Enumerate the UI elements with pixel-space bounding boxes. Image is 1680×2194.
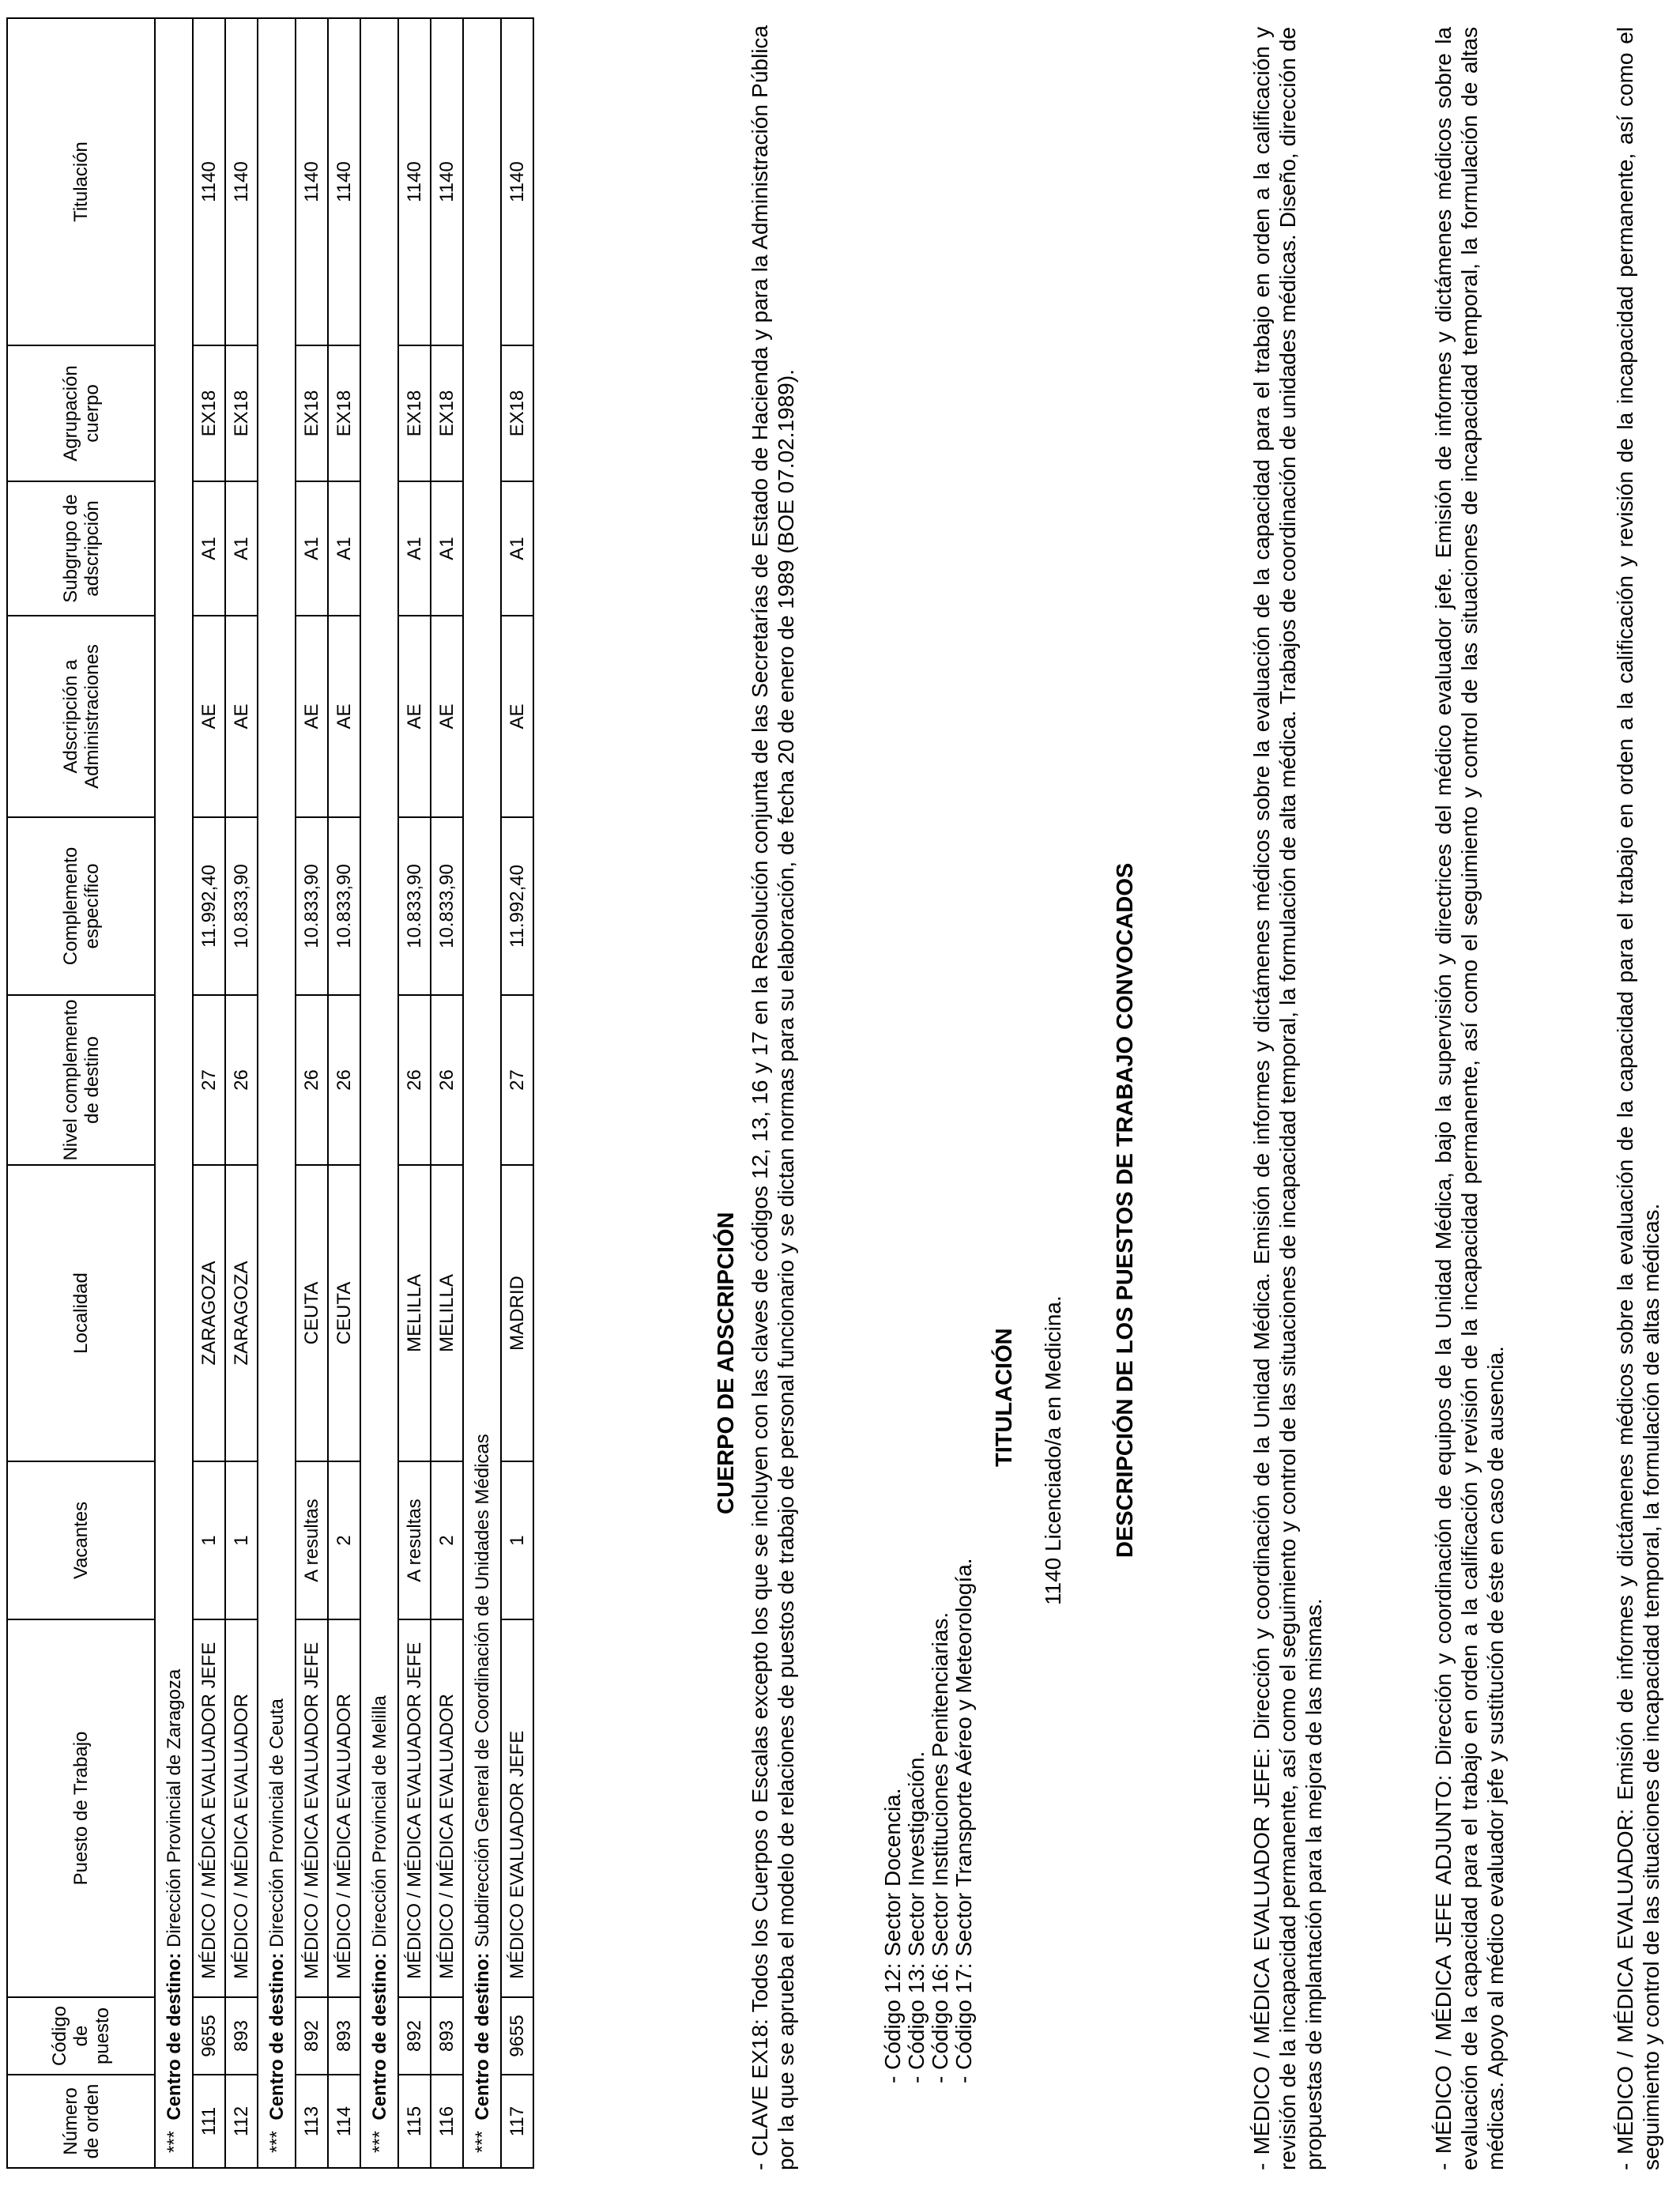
cell-vacantes: 2 [328,1461,360,1619]
header-subgrupo: Subgrupo de adscripción [7,481,155,616]
cell-vacantes: 1 [225,1461,258,1619]
cell-adscripcion: AE [431,616,463,817]
table-row [398,18,431,2168]
table-row [225,18,258,2168]
cell-puesto-trabajo: MÉDICO / MÉDICA EVALUADOR [431,1619,463,1997]
centro-destino-cell [463,18,501,2168]
centro-prefix: *** [471,2130,493,2153]
cuerpo-paragraph: - CLAVE EX18: Todos los Cuerpos o Escalas excepto los que se incluyen con las claves de códigos 12, 13, 16 y 17 en la Resolución conjunta de las Secretarías de Estado de Hacienda y para la Administración Pública por la que se aprueba el modelo de relaciones de puestos de trabajo de personal funcionario y se dictan normas para su elaboración, de fecha 20 de enero de 1989 (BOE 07.02.1989). [748,25,798,2170]
cell-localidad: ZARAGOZA [193,1165,225,1461]
cell-codigo-puesto: 9655 [501,1997,533,2075]
cell-nivel-complemento: 26 [296,995,328,1165]
cell-complemento-especifico: 10.833,90 [398,817,431,995]
cuerpo-heading: CUERPO DE ADSCRIPCIÓN [714,1212,739,1514]
cell-titulacion: 1140 [398,18,431,345]
cell-localidad: MADRID [501,1165,533,1461]
table-body [155,18,533,2168]
code-item: - Código 16: Sector Instituciones Penitenciarias. [928,1612,952,2083]
centro-destino-row [463,18,501,2168]
cell-vacantes: A resultas [296,1461,328,1619]
centro-name: Dirección Provincial de Ceuta [266,1698,288,1947]
cell-localidad: MELILLA [398,1165,431,1461]
table-row [431,18,463,2168]
descripcion-heading: DESCRIPCIÓN DE LOS PUESTOS DE TRABAJO CONVOCADOS [1113,862,1138,1558]
centro-destino-row [258,18,296,2168]
cell-complemento-especifico: 10.833,90 [328,817,360,995]
cell-nivel-complemento: 27 [193,995,225,1165]
cell-subgrupo: A1 [501,481,533,616]
cell-agrupacion: EX18 [501,345,533,481]
header-localidad: Localidad [7,1165,155,1461]
descripcion-paragraph-3: - MÉDICO / MÉDICA EVALUADOR: Emisión de informes y dictámenes médicos sobre la evaluación de la capacidad para el trabajo en orden a la calificación y revisión de la incapacidad permanente, así como el seguimiento y control de las situaciones de incapacidad temporal, la formulación de altas médicas. [1613,27,1663,2170]
code-item: - Código 12: Sector Docencia. [880,1788,905,2083]
cell-puesto-trabajo: MÉDICO / MÉDICA EVALUADOR JEFE [398,1619,431,1997]
descripcion-paragraph-1: - MÉDICO / MÉDICA EVALUADOR JEFE: Dirección y coordinación de la Unidad Médica. Emisión de informes y dictámenes médicos sobre la evaluación de la capacidad para el trabajo en orden a la calificación y revisión de la incapacidad permanente, así como el seguimiento y control de las situaciones de incapacidad temporal, la formulación de alta médica. Trabajos de coordinación de unidades médicas. Diseño, dirección de propuestas de implantación para la mejora de las mismas. [1249,27,1326,2170]
centro-label: Centro de destino: [471,1952,493,2120]
table-row [296,18,328,2168]
cell-adscripcion: AE [193,616,225,817]
cell-complemento-especifico: 11.992,40 [193,817,225,995]
header-codigo-puesto: Código de puesto [7,1997,155,2075]
cell-subgrupo: A1 [296,481,328,616]
cell-subgrupo: A1 [225,481,258,616]
cell-adscripcion: AE [398,616,431,817]
cell-puesto-trabajo: MÉDICO / MÉDICA EVALUADOR [225,1619,258,1997]
centro-prefix: *** [163,2130,185,2153]
table-row [193,18,225,2168]
centro-name: Dirección Provincial de Zaragoza [163,1668,185,1947]
header-vacantes: Vacantes [7,1461,155,1619]
cell-codigo-puesto: 893 [431,1997,463,2075]
header-complemento-especifico: Complemento específico [7,817,155,995]
cell-complemento-especifico: 10.833,90 [296,817,328,995]
header-adscripcion: Adscripción a Administraciones [7,616,155,817]
centro-destino-row [360,18,398,2168]
cell-vacantes: 1 [193,1461,225,1619]
cell-numero-orden: 111 [193,2075,225,2168]
cell-numero-orden: 114 [328,2075,360,2168]
cell-vacantes: 2 [431,1461,463,1619]
titulacion-heading: TITULACIÓN [992,1328,1017,1467]
centro-destino-cell [155,18,193,2168]
table-header-row [7,18,155,2168]
header-titulacion: Titulación [7,18,155,345]
cell-nivel-complemento: 27 [501,995,533,1165]
cell-numero-orden: 112 [225,2075,258,2168]
centro-destino-cell [258,18,296,2168]
cell-vacantes: 1 [501,1461,533,1619]
cell-adscripcion: AE [501,616,533,817]
cell-codigo-puesto: 893 [328,1997,360,2075]
header-nivel-complemento: Nivel complemento de destino [7,995,155,1165]
cell-localidad: MELILLA [431,1165,463,1461]
cell-adscripcion: AE [225,616,258,817]
cell-complemento-especifico: 11.992,40 [501,817,533,995]
centro-name: Subdirección General de Coordinación de Unidades Médicas [471,1434,493,1947]
cell-agrupacion: EX18 [225,345,258,481]
header-puesto-trabajo: Puesto de Trabajo [7,1619,155,1997]
positions-table [6,17,534,2169]
cell-puesto-trabajo: MÉDICO / MÉDICA EVALUADOR JEFE [296,1619,328,1997]
cell-puesto-trabajo: MÉDICO / MÉDICA EVALUADOR JEFE [193,1619,225,1997]
table-row [328,18,360,2168]
centro-prefix: *** [368,2130,390,2153]
cell-vacantes: A resultas [398,1461,431,1619]
cell-titulacion: 1140 [193,18,225,345]
cell-nivel-complemento: 26 [225,995,258,1165]
cell-subgrupo: A1 [193,481,225,616]
cell-complemento-especifico: 10.833,90 [431,817,463,995]
cell-agrupacion: EX18 [193,345,225,481]
centro-label: Centro de destino: [266,1952,288,2120]
cell-titulacion: 1140 [431,18,463,345]
cell-codigo-puesto: 9655 [193,1997,225,2075]
cell-complemento-especifico: 10.833,90 [225,817,258,995]
centro-destino-row [155,18,193,2168]
titulacion-text: 1140 Licenciado/a en Medicina. [1041,1295,1065,1605]
cell-agrupacion: EX18 [398,345,431,481]
cell-localidad: CEUTA [328,1165,360,1461]
cell-nivel-complemento: 26 [431,995,463,1165]
cell-titulacion: 1140 [328,18,360,345]
header-numero-orden: Número de orden [7,2075,155,2168]
cell-puesto-trabajo: MÉDICO EVALUADOR JEFE [501,1619,533,1997]
centro-label: Centro de destino: [163,1952,185,2120]
cell-nivel-complemento: 26 [328,995,360,1165]
centro-name: Dirección Provincial de Melilla [368,1695,390,1947]
cell-adscripcion: AE [296,616,328,817]
centro-label: Centro de destino: [368,1952,390,2120]
cell-agrupacion: EX18 [328,345,360,481]
cell-codigo-puesto: 893 [225,1997,258,2075]
table-row [501,18,533,2168]
centro-destino-cell [360,18,398,2168]
cell-titulacion: 1140 [501,18,533,345]
cell-numero-orden: 116 [431,2075,463,2168]
cell-puesto-trabajo: MÉDICO / MÉDICA EVALUADOR [328,1619,360,1997]
cell-agrupacion: EX18 [431,345,463,481]
cell-numero-orden: 113 [296,2075,328,2168]
code-item: - Código 13: Sector Investigación. [904,1751,929,2083]
code-item: - Código 17: Sector Transporte Aéreo y Meteorología. [951,1558,976,2083]
cell-subgrupo: A1 [431,481,463,616]
cell-localidad: ZARAGOZA [225,1165,258,1461]
cell-agrupacion: EX18 [296,345,328,481]
cell-codigo-puesto: 892 [296,1997,328,2075]
codes-list [881,1558,976,2083]
cell-numero-orden: 117 [501,2075,533,2168]
cell-titulacion: 1140 [225,18,258,345]
cell-codigo-puesto: 892 [398,1997,431,2075]
cell-subgrupo: A1 [328,481,360,616]
cell-nivel-complemento: 26 [398,995,431,1165]
descripcion-paragraph-2: - MÉDICO / MÉDICA JEFE ADJUNTO: Dirección y coordinación de equipos de la Unidad Médica, bajo la supervisión y directrices del médico evaluador jefe. Emisión de informes y dictámenes médicos sobre la evaluación de la capacidad para el trabajo en orden a la calificación y revisión de la incapacidad permanente, así como el seguimiento y control de las situaciones de incapacidad temporal, la formulación de altas médicas. Apoyo al médico evaluador jefe y sustitución de éste en caso de ausencia. [1431,27,1508,2170]
centro-prefix: *** [266,2130,288,2153]
cell-subgrupo: A1 [398,481,431,616]
cell-numero-orden: 115 [398,2075,431,2168]
cell-adscripcion: AE [328,616,360,817]
cell-localidad: CEUTA [296,1165,328,1461]
header-agrupacion: Agrupación cuerpo [7,345,155,481]
cell-titulacion: 1140 [296,18,328,345]
